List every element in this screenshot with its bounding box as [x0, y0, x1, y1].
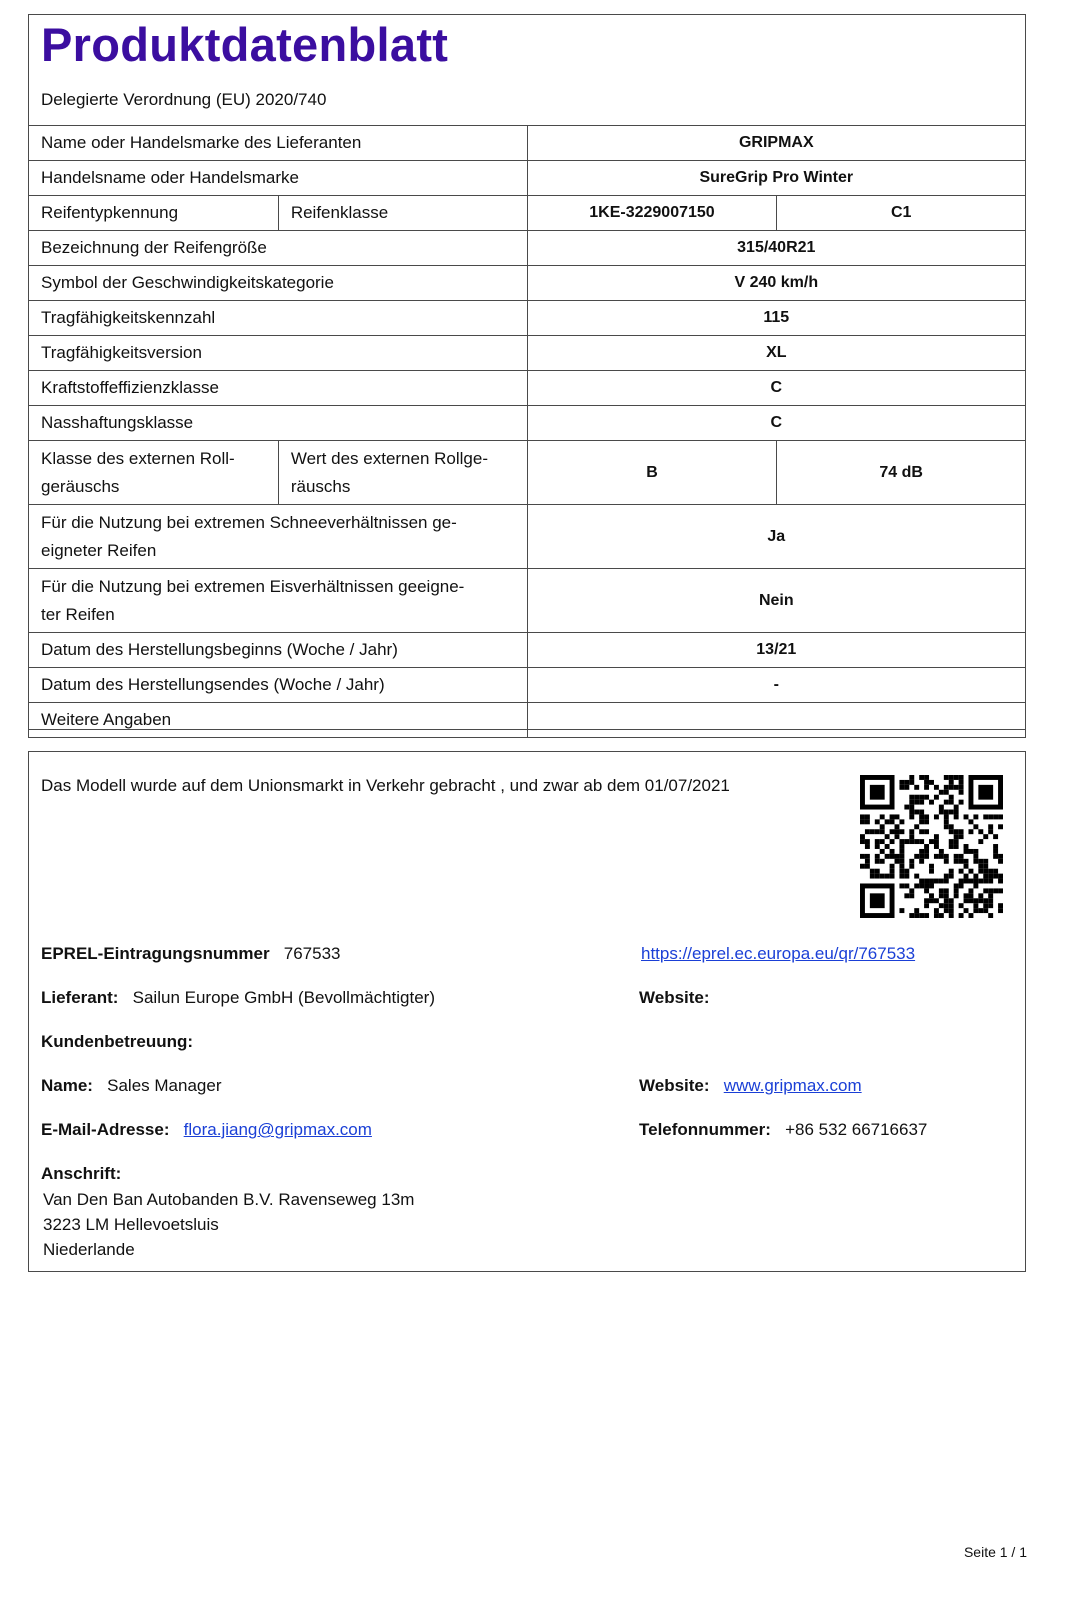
- qr-code-icon: [860, 775, 1003, 918]
- table-row: [29, 196, 1026, 231]
- product-data-section: [28, 14, 1026, 730]
- snow-value: Ja: [527, 505, 1025, 569]
- table-row: [29, 668, 1026, 703]
- address-line-2: 3223 LM Hellevoetsluis: [43, 1215, 219, 1234]
- table-row: [29, 126, 1026, 161]
- speed-category-value: V 240 km/h: [527, 266, 1025, 301]
- tyre-class-value: C1: [777, 196, 1026, 231]
- contact-name-row: [41, 1076, 221, 1096]
- tyre-data-table: [28, 125, 1026, 738]
- eprel-row: [41, 944, 341, 964]
- address-label: Anschrift:: [41, 1164, 122, 1183]
- contact-name-label: Name:: [41, 1076, 93, 1095]
- noise-value-label: Wert des externen Rollge- räuschs: [278, 441, 527, 505]
- table-row: [29, 161, 1026, 196]
- wet-grip-label: Nasshaftungsklasse: [29, 406, 528, 441]
- tyre-type-label: Reifentypkennung: [29, 196, 279, 231]
- phone-label: Telefonnummer:: [639, 1120, 771, 1139]
- service-website-row: [639, 1076, 862, 1096]
- service-website-label: Website:: [639, 1076, 710, 1095]
- table-row: [29, 441, 1026, 505]
- table-row: [29, 406, 1026, 441]
- table-row: [29, 505, 1026, 569]
- noise-class-value: B: [527, 441, 777, 505]
- table-row: [29, 336, 1026, 371]
- speed-category-label: Symbol der Geschwindigkeitskategorie: [29, 266, 528, 301]
- market-date-text: Das Modell wurde auf dem Unionsmarkt in Verkehr gebracht , und zwar ab dem 01/07/2021: [41, 776, 730, 795]
- supplier-row: [41, 988, 435, 1008]
- additional-info-label: Weitere Angaben: [29, 703, 528, 738]
- tyre-size-value: 315/40R21: [527, 231, 1025, 266]
- table-row: [29, 569, 1026, 633]
- address-line-1: Van Den Ban Autobanden B.V. Ravenseweg 13m: [43, 1190, 415, 1209]
- load-index-value: 115: [527, 301, 1025, 336]
- production-start-value: 13/21: [527, 633, 1025, 668]
- phone-row: [639, 1120, 927, 1140]
- fuel-efficiency-label: Kraftstoffeffizienzklasse: [29, 371, 528, 406]
- email-link[interactable]: flora.jiang@gripmax.com: [183, 1120, 372, 1139]
- email-label: E-Mail-Adresse:: [41, 1120, 170, 1139]
- eprel-number: 767533: [283, 944, 341, 963]
- table-row: [29, 703, 1026, 738]
- table-row: [29, 231, 1026, 266]
- noise-value-value: 74 dB: [777, 441, 1026, 505]
- service-website-link[interactable]: www.gripmax.com: [723, 1076, 862, 1095]
- eprel-label: EPREL-Eintragungsnummer: [41, 944, 270, 963]
- tyre-class-label: Reifenklasse: [278, 196, 527, 231]
- email-row: [41, 1120, 372, 1140]
- tyre-type-value: 1KE-3229007150: [527, 196, 777, 231]
- production-start-label: Datum des Herstellungsbeginns (Woche / Jahr): [29, 633, 528, 668]
- wet-grip-value: C: [527, 406, 1025, 441]
- table-row: [29, 633, 1026, 668]
- load-version-label: Tragfähigkeitsversion: [29, 336, 528, 371]
- table-row: [29, 266, 1026, 301]
- additional-info-value: [527, 703, 1025, 738]
- regulation-subtitle: Delegierte Verordnung (EU) 2020/740: [41, 90, 327, 109]
- address-line-3: Niederlande: [43, 1240, 135, 1259]
- supplier-name-label: Name oder Handelsmarke des Lieferanten: [29, 126, 528, 161]
- page-title: Produktdatenblatt: [41, 18, 449, 71]
- table-row: [29, 301, 1026, 336]
- customer-service-heading: Kundenbetreuung:: [41, 1032, 194, 1051]
- page-number: Seite 1 / 1: [963, 1544, 1027, 1560]
- tyre-size-label: Bezeichnung der Reifengröße: [29, 231, 528, 266]
- trade-name-label: Handelsname oder Handelsmarke: [29, 161, 528, 196]
- noise-class-label: Klasse des externen Roll- geräuschs: [29, 441, 279, 505]
- load-version-value: XL: [527, 336, 1025, 371]
- fuel-efficiency-value: C: [527, 371, 1025, 406]
- trade-name-value: SureGrip Pro Winter: [527, 161, 1025, 196]
- snow-label: Für die Nutzung bei extremen Schneeverhältnissen ge- eigneter Reifen: [29, 505, 528, 569]
- eprel-link[interactable]: https://eprel.ec.europa.eu/qr/767533: [641, 944, 916, 963]
- ice-label: Für die Nutzung bei extremen Eisverhältnissen geeigne- ter Reifen: [29, 569, 528, 633]
- supplier-name-value: GRIPMAX: [527, 126, 1025, 161]
- table-row: [29, 371, 1026, 406]
- ice-value: Nein: [527, 569, 1025, 633]
- supplier-website-label: Website:: [639, 988, 710, 1007]
- registration-info-section: [28, 751, 1026, 1272]
- supplier-label: Lieferant:: [41, 988, 119, 1007]
- phone-value: +86 532 66716637: [785, 1120, 928, 1139]
- contact-name-value: Sales Manager: [107, 1076, 222, 1095]
- supplier-value: Sailun Europe GmbH (Bevollmächtigter): [132, 988, 435, 1007]
- load-index-label: Tragfähigkeitskennzahl: [29, 301, 528, 336]
- production-end-value: -: [527, 668, 1025, 703]
- production-end-label: Datum des Herstellungsendes (Woche / Jahr): [29, 668, 528, 703]
